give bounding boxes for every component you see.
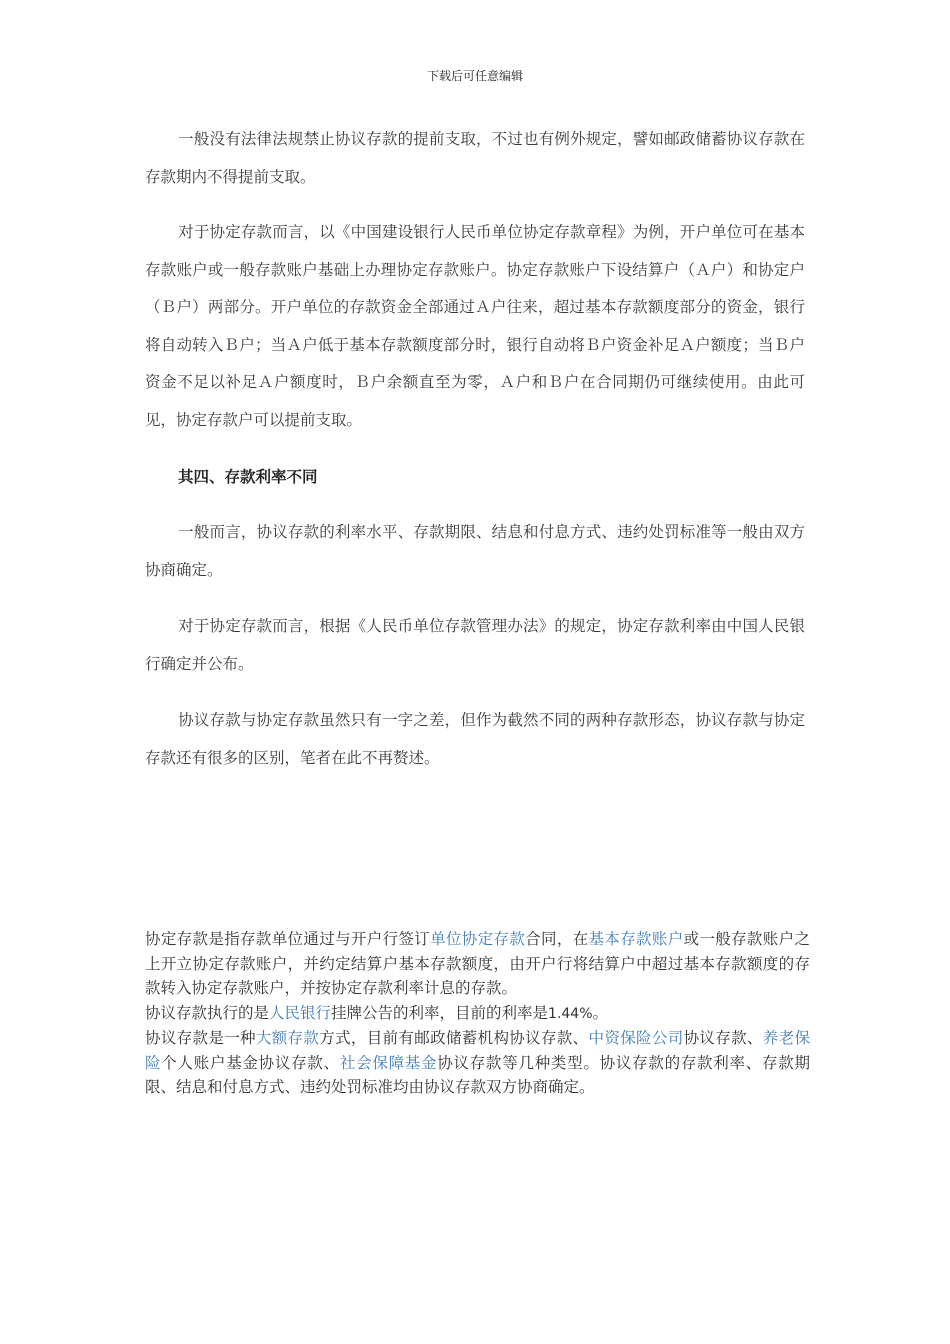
definition-text: 协定存款是指存款单位通过与开户行签订 [145,930,431,948]
definition-text: 合同，在 [525,930,589,948]
definition-text: 或一般存款账户之上开立协定存款账户，并约定结算户基本存款额度，由开户行将结算户中超过基本存款额度的存款转入协定存款账户，并按协定存款利率计息的存款。 [145,930,810,997]
paragraph-text: 协议存款与协定存款虽然只有一字之差，但作为截然不同的两种存款形态，协议存款与协定存款还有很多的区别，笔者在此不再赘述。 [145,711,805,767]
link-unit-agreement-deposit[interactable]: 单位协定存款 [430,930,526,948]
definition-text: 协议存款执行的是 [145,1004,270,1022]
definition-text: 协议存款、 [683,1029,763,1047]
link-social-security-fund[interactable]: 社会保障基金 [339,1053,438,1072]
definition-text: 个人账户基金协议存款、 [161,1053,340,1072]
link-chinese-insurance-company[interactable]: 中资保险公司 [588,1029,684,1047]
section-heading: 其四、存款利率不同 [178,467,318,486]
page-header: 下载后可任意编辑 [426,69,523,83]
interest-rate-value: 1.44% [548,1006,593,1022]
definition-text: 方式，目前有邮政储蓄机构协议存款、 [319,1029,589,1047]
link-large-deposit[interactable]: 大额存款 [255,1029,320,1047]
link-peoples-bank[interactable]: 人民银行 [269,1004,332,1022]
definition-agreement-rate [145,1001,810,1027]
paragraph-text: 一般而言，协议存款的利率水平、存款期限、结息和付息方式、违约处罚标准等一般由双方协商确定。 [145,523,805,579]
definition-agreement-types [145,1026,810,1100]
definition-text: 。 [592,1004,609,1022]
paragraph-conclusion [145,702,805,777]
definition-text: 挂牌公告的利率，目前的利率是 [331,1004,549,1022]
paragraph-text: 对于协定存款而言，以《中国建设银行人民币单位协定存款章程》为例，开户单位可在基本存款账户或一般存款账户基础上办理协定存款账户。协定存款账户下设结算户（Ａ户）和协定户（Ｂ户）两部分。开户单位的存款资金全部通过Ａ户往来，超过基本存款额度部分的资金，银行将自动转入Ｂ户；当Ａ户低于基本存款额度部分时，银行自动将Ｂ户资金补足Ａ户额度；当Ｂ户资金不足以补足Ａ户额度时，Ｂ户余额直至为零，Ａ户和Ｂ户在合同期仍可继续使用。由此可见，协定存款户可以提前支取。 [145,223,805,429]
paragraph-early-withdrawal [145,121,805,196]
paragraph-text: 一般没有法律法规禁止协议存款的提前支取，不过也有例外规定，譬如邮政储蓄协议存款在存款期内不得提前支取。 [145,130,805,186]
definition-text: 协议存款是一种 [145,1029,256,1047]
definition-agreement-deposit [145,927,810,1001]
link-basic-deposit-account[interactable]: 基本存款账户 [588,930,684,948]
paragraph-text: 对于协定存款而言，根据《人民币单位存款管理办法》的规定，协定存款利率由中国人民银行确定并公布。 [145,617,805,673]
paragraph-agreement-deposit-rules [145,214,805,439]
link-pension-insurance[interactable]: 养老保险 [145,1029,810,1072]
definition-text: 协议存款等几种类型。协议存款的存款利率、存款期限、结息和付息方式、违约处罚标准均由协议存款双方协商确定。 [145,1053,810,1096]
paragraph-agreement-rate [145,608,805,683]
paragraph-negotiated-rate [145,514,805,589]
